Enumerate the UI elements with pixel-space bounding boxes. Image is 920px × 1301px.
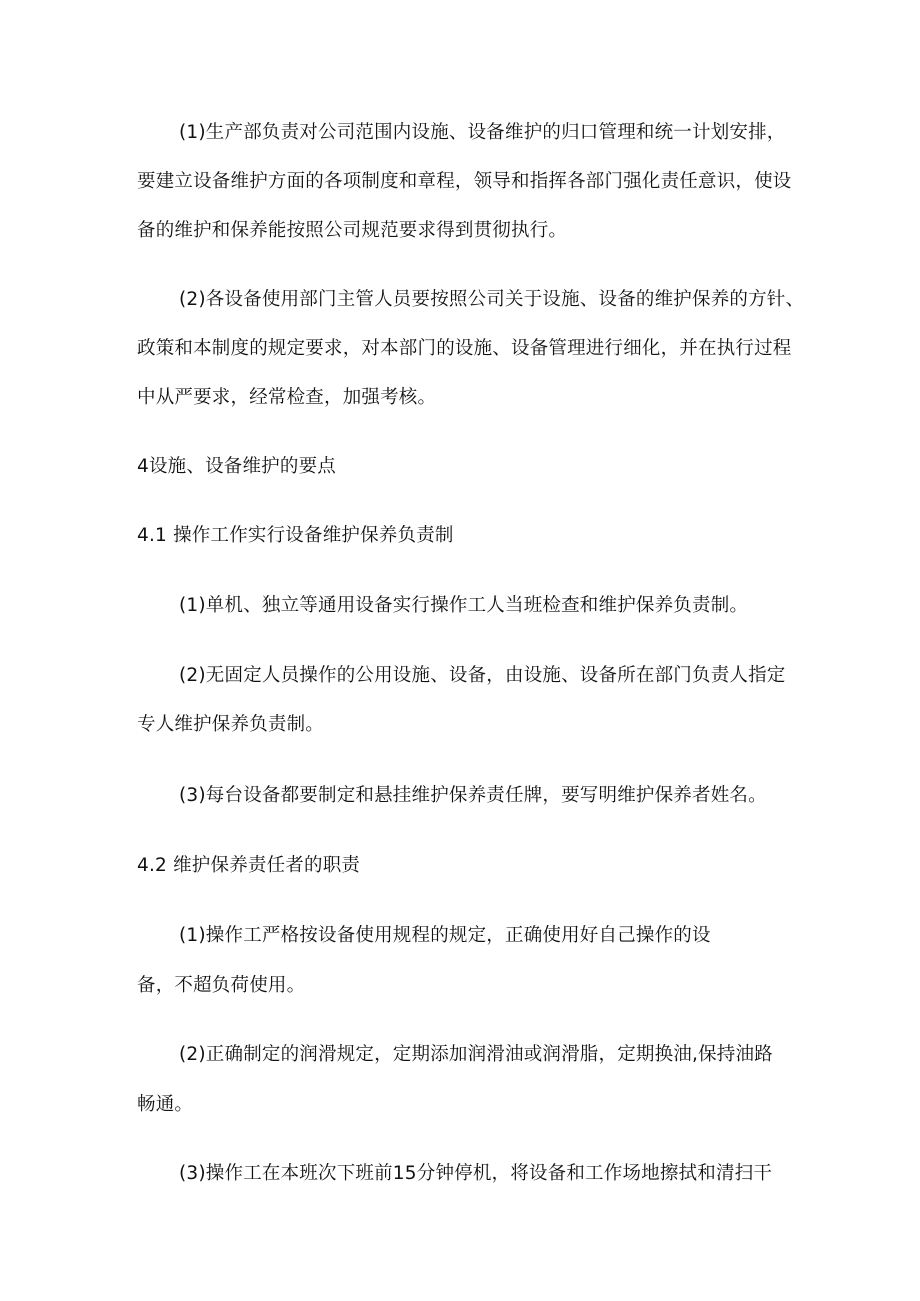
section-4-heading: 4设施、设备维护的要点 xyxy=(137,456,336,477)
item-4-2-3-line-1: (3)操作工在本班次下班前15分钟停机，将设备和工作场地擦拭和清扫干 xyxy=(179,1163,773,1184)
para-1-line-3: 备的维护和保养能按照公司规范要求得到贯彻执行。 xyxy=(137,220,568,241)
item-4-2-1-line-1: (1)操作工严格按设备使用规程的规定，正确使用好自己操作的设 xyxy=(179,925,711,946)
section-4-1-heading: 4.1 操作工作实行设备维护保养负责制 xyxy=(137,525,454,546)
para-2-line-2: 政策和本制度的规定要求，对本部门的设施、设备管理进行细化，并在执行过程 xyxy=(137,338,792,359)
item-4-1-3: (3)每台设备都要制定和悬挂维护保养责任牌，要写明维护保养者姓名。 xyxy=(179,785,767,806)
para-1-line-1: (1)生产部负责对公司范围内设施、设备维护的归口管理和统一计划安排， xyxy=(179,122,786,143)
item-4-1-2-line-2: 专人维护保养负责制。 xyxy=(137,714,325,735)
para-1-line-2: 要建立设备维护方面的各项制度和章程，领导和指挥各部门强化责任意识，使设 xyxy=(137,171,792,192)
item-4-1-2-line-1: (2)无固定人员操作的公用设施、设备，由设施、设备所在部门负责人指定 xyxy=(179,665,786,686)
item-4-1-1: (1)单机、独立等通用设备实行操作工人当班检查和维护保养负责制。 xyxy=(179,595,749,616)
item-4-2-2-line-1: (2)正确制定的润滑规定，定期添加润滑油或润滑脂，定期换油,保持油路 xyxy=(179,1044,773,1065)
para-2-line-1: (2)各设备使用部门主管人员要按照公司关于设施、设备的维护保养的方针、 xyxy=(179,289,805,310)
para-2-line-3: 中从严要求，经常检查，加强考核。 xyxy=(137,387,437,408)
item-4-2-2-line-2: 畅通。 xyxy=(137,1094,194,1115)
item-4-2-1-line-2: 备，不超负荷使用。 xyxy=(137,975,306,996)
section-4-2-heading: 4.2 维护保养责任者的职责 xyxy=(137,855,361,876)
